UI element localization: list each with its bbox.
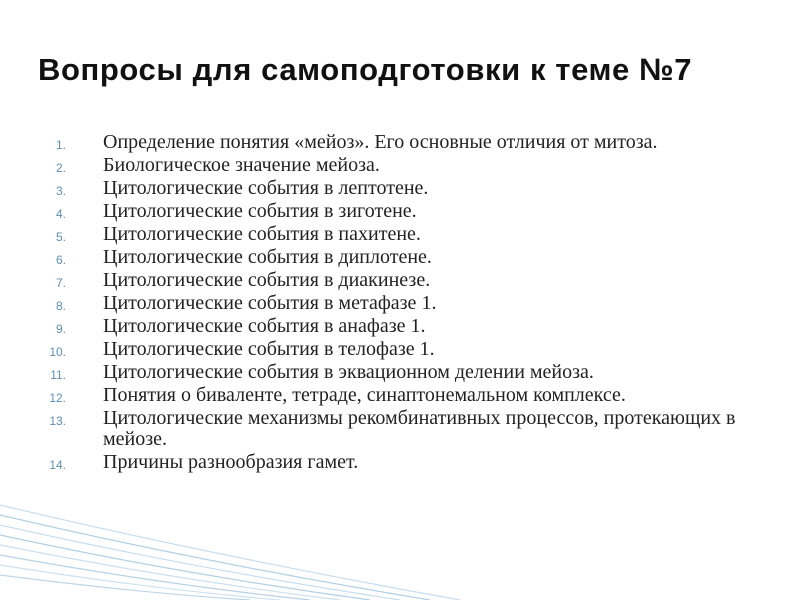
list-item — [0, 316, 800, 337]
list-number: 8. — [55, 299, 66, 313]
list-item — [0, 201, 800, 222]
list-text: Цитологические события в анафазе 1. — [103, 315, 426, 337]
list-item — [0, 385, 800, 406]
list-number: 12. — [49, 391, 66, 405]
list-text: Цитологические события в диакинезе. — [103, 269, 431, 291]
list-text: Цитологические события в пахитене. — [103, 223, 421, 245]
list-text: Биологическое значение мейоза. — [103, 154, 380, 176]
list-number: 4. — [55, 207, 66, 221]
list-item — [0, 178, 800, 199]
list-item — [0, 408, 800, 450]
list-text: Цитологические события в диплотене. — [103, 246, 432, 268]
list-number: 1. — [55, 138, 66, 152]
list-item — [0, 339, 800, 360]
list-number: 5. — [55, 230, 66, 244]
list-text: Цитологические события в лептотене. — [103, 177, 429, 199]
list-item — [0, 247, 800, 268]
slide-title: Вопросы для самоподготовки к теме №7 — [38, 52, 693, 87]
list-number: 7. — [55, 276, 66, 290]
list-item — [0, 224, 800, 245]
list-number: 9. — [55, 322, 66, 336]
list-text: Цитологические события в эквационном делении мейоза. — [103, 361, 594, 383]
list-number: 6. — [55, 253, 66, 267]
list-item — [0, 132, 800, 153]
list-text: Цитологические механизмы рекомбинативных процессов, протекающих в мейозе. — [103, 407, 736, 450]
list-text: Причины разнообразия гамет. — [103, 451, 359, 473]
list-item — [0, 155, 800, 176]
list-number: 11. — [50, 368, 66, 382]
list-text: Цитологические события в метафазе 1. — [103, 292, 437, 314]
list-text: Определение понятия «мейоз». Его основные отличия от митоза. — [103, 131, 658, 153]
list-number: 10. — [49, 345, 66, 359]
list-item — [0, 452, 800, 473]
list-item — [0, 270, 800, 291]
list-text: Цитологические события в зиготене. — [103, 200, 417, 222]
list-number: 13. — [49, 414, 66, 428]
question-list — [0, 132, 800, 475]
list-item — [0, 362, 800, 383]
list-item — [0, 293, 800, 314]
list-number: 2. — [55, 161, 66, 175]
list-text: Цитологические события в телофазе 1. — [103, 338, 435, 360]
list-number: 3. — [55, 184, 66, 198]
list-number: 14. — [49, 458, 66, 472]
list-text: Понятия о биваленте, тетраде, синаптонемальном комплексе. — [103, 384, 626, 406]
